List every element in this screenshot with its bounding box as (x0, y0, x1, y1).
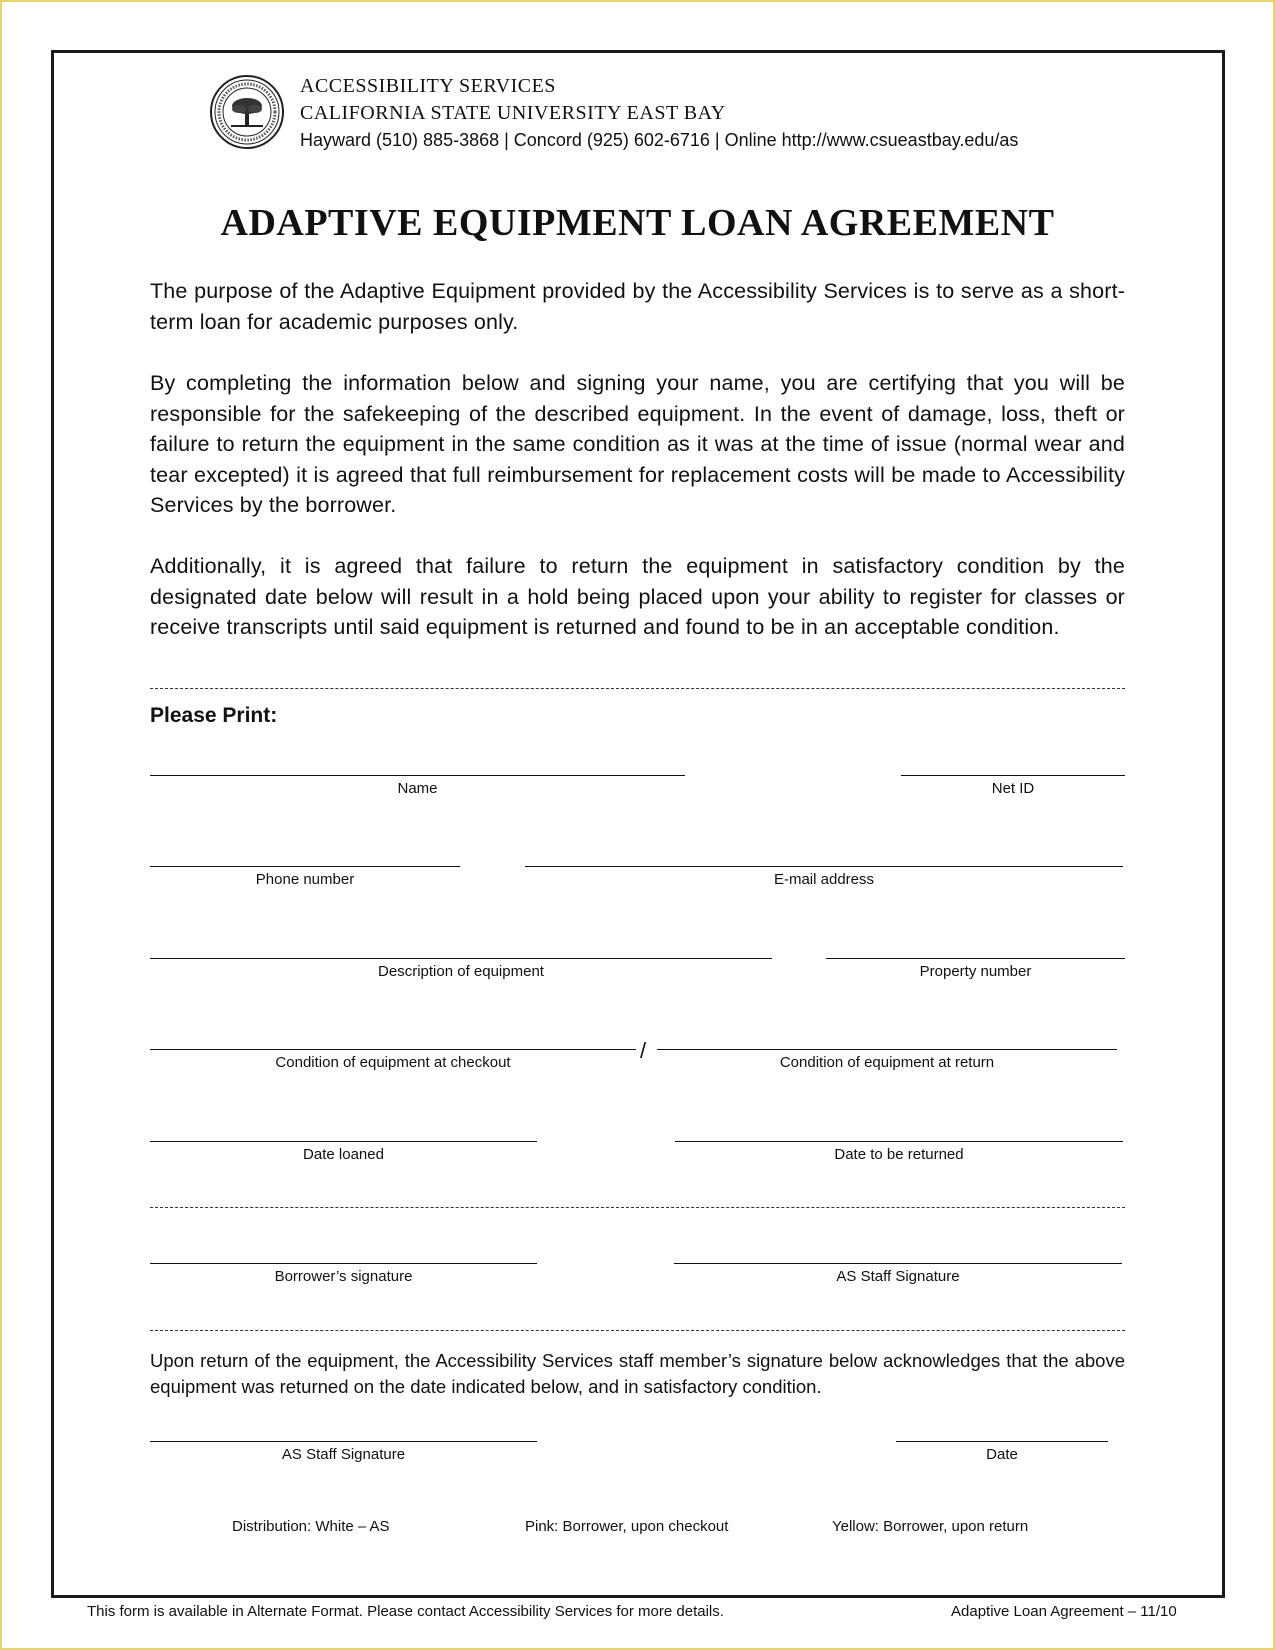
distribution-yellow: Yellow: Borrower, upon return (832, 1518, 1029, 1535)
return-date-field[interactable] (896, 1441, 1108, 1463)
borrower-signature-field[interactable] (150, 1263, 537, 1285)
divider-dashed (150, 688, 1125, 689)
phone-field[interactable] (150, 866, 460, 888)
footer-alternate-format-note: This form is available in Alternate Format. Please contact Accessibility Services for more details. (87, 1603, 724, 1620)
description-field[interactable] (150, 958, 772, 980)
please-print-label: Please Print: (150, 704, 278, 727)
condition-checkout-field[interactable] (150, 1049, 636, 1071)
university-name: CALIFORNIA STATE UNIVERSITY EAST BAY (300, 102, 726, 124)
description-label: Description of equipment (378, 963, 544, 980)
staff-signature-field[interactable] (674, 1263, 1122, 1285)
property-number-label: Property number (919, 963, 1032, 980)
borrower-signature-label: Borrower’s signature (274, 1268, 413, 1285)
email-field[interactable] (525, 866, 1123, 888)
condition-checkout-label: Condition of equipment at checkout (275, 1054, 511, 1071)
name-label: Name (397, 780, 438, 797)
responsibility-paragraph: By completing the information below and signing your name, you are certifying that you will be responsible for the safekeeping of the described equipment. In the event of damage, loss, theft or failure to return the equipment in the same condition as it was at the time of issue (normal wear and tear excepted) it is agreed that full reimbursement for replacement costs will be made to Accessibility Services by the borrower. (150, 371, 1125, 517)
date-loaned-label: Date loaned (303, 1146, 384, 1163)
return-staff-signature-field[interactable] (150, 1441, 537, 1463)
university-seal-icon (209, 74, 285, 150)
property-number-field[interactable] (826, 958, 1125, 980)
date-loaned-field[interactable] (150, 1141, 537, 1163)
document-title: ADAPTIVE EQUIPMENT LOAN AGREEMENT (220, 202, 1055, 244)
divider-dashed (150, 1330, 1125, 1331)
staff-signature-label: AS Staff Signature (836, 1268, 960, 1285)
org-name: ACCESSIBILITY SERVICES (300, 75, 556, 97)
return-staff-signature-label: AS Staff Signature (281, 1446, 406, 1463)
contact-info: Hayward (510) 885-3868 | Concord (925) 602-6716 | Online http://www.csueastbay.edu/as (300, 130, 1019, 150)
slash-separator: / (640, 1038, 647, 1063)
date-returned-label: Date to be returned (834, 1146, 964, 1163)
net-id-field[interactable] (901, 775, 1125, 797)
name-field[interactable] (150, 775, 685, 797)
condition-return-label: Condition of equipment at return (779, 1054, 995, 1071)
divider-dashed (150, 1207, 1125, 1208)
return-date-label: Date (986, 1446, 1018, 1463)
purpose-paragraph: The purpose of the Adaptive Equipment provided by the Accessibility Services is to serve as a short-term loan for academic purposes only. (150, 279, 1125, 334)
phone-label: Phone number (255, 871, 355, 888)
hold-paragraph: Additionally, it is agreed that failure to return the equipment in satisfactory condition by the designated date below will result in a hold being placed upon your ability to register for classes or receive transcripts until said equipment is returned and found to be in an acceptable condition. (150, 554, 1125, 639)
footer-form-id: Adaptive Loan Agreement – 11/10 (951, 1603, 1177, 1620)
date-returned-field[interactable] (675, 1141, 1123, 1163)
distribution-pink: Pink: Borrower, upon checkout (525, 1518, 729, 1535)
distribution-white: Distribution: White – AS (232, 1518, 390, 1535)
net-id-label: Net ID (991, 780, 1035, 797)
return-note: Upon return of the equipment, the Accessibility Services staff member’s signature below acknowledges that the above equipment was returned on the date indicated below, and in satisfactory condition. (150, 1350, 1125, 1397)
email-label: E-mail address (773, 871, 875, 888)
condition-return-field[interactable] (657, 1049, 1117, 1071)
